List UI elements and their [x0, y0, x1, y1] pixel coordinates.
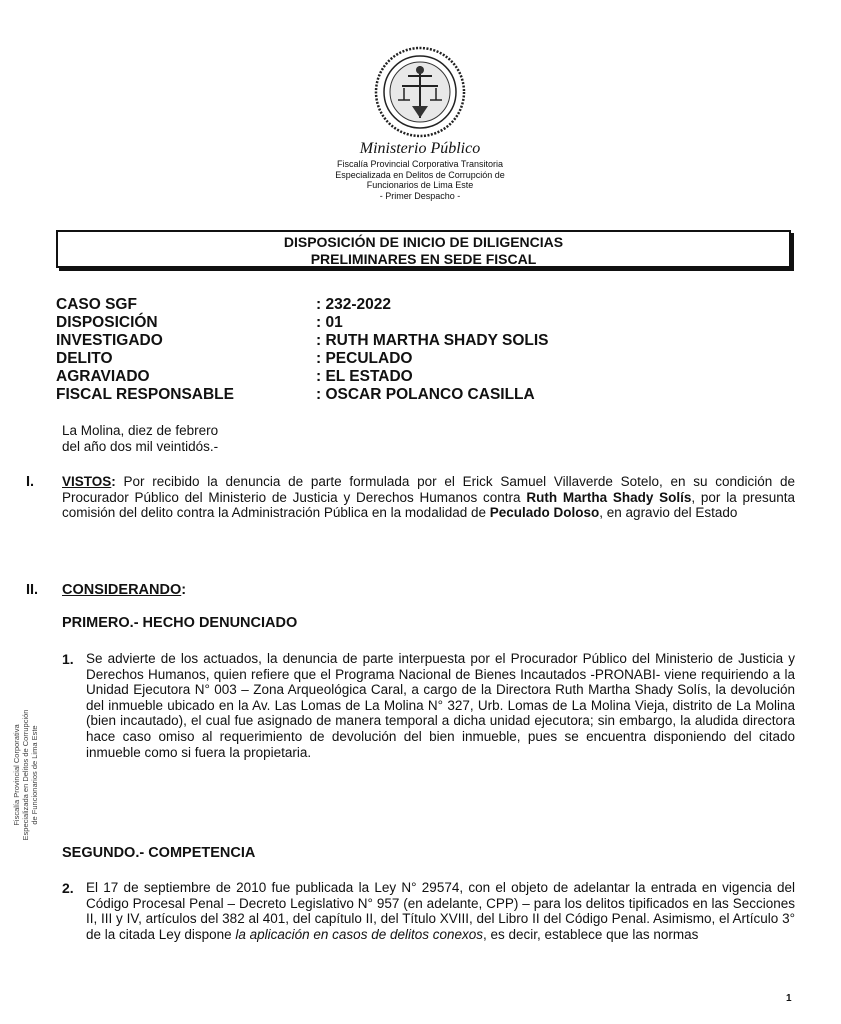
meta-label: FISCAL RESPONSABLE — [56, 386, 234, 403]
meta-value: : RUTH MARTHA SHADY SOLIS — [316, 332, 549, 349]
page-number: 1 — [786, 993, 792, 1004]
vistos-paragraph: VISTOS: Por recibido la denuncia de parte formulada por el Erick Samuel Villaverde Sotelo, en su condición de Procurador Público del Ministerio de Justicia y Derechos Humanos contra Ruth Martha Shady Solís, por la presunta comisión del delito contra la Administración Pública en la modalidad de Peculado Doloso, en agravio del Estado — [62, 474, 796, 521]
title-line: PRELIMINARES EN SEDE FISCAL — [310, 251, 537, 267]
meta-label: INVESTIGADO — [56, 332, 163, 349]
section-heading: VISTOS — [62, 474, 112, 489]
place-date: La Molina, diez de febrero — [62, 423, 219, 438]
meta-value: : PECULADO — [316, 350, 413, 367]
meta-label: DELITO — [56, 350, 113, 367]
meta-value: : OSCAR POLANCO CASILLA — [316, 386, 535, 403]
ministerio-publico-seal — [374, 46, 466, 138]
office-line: Fiscalía Provincial Corporativa Transitoria — [336, 159, 504, 169]
meta-value: : 01 — [316, 314, 343, 331]
segundo-heading: SEGUNDO.- COMPETENCIA — [62, 845, 256, 861]
section-numeral: II. — [26, 582, 39, 598]
primero-heading: PRIMERO.- HECHO DENUNCIADO — [62, 615, 298, 631]
crime-name: Peculado Doloso — [489, 505, 600, 521]
place-date: del año dos mil veintidós.- — [62, 439, 219, 454]
item-number: 1. — [62, 651, 74, 667]
meta-value: : EL ESTADO — [316, 368, 413, 385]
primero-paragraph: Se advierte de los actuados, la denuncia de parte interpuesta por el Procurador Público del Ministerio de Justicia y Derechos Humanos, quien refiere que el Programa Nacional de Bienes Incautados -PRONABI- viene requiriendo a la Unidad Ejecutora N° 003 – Zona Arqueológica Caral, a cargo de la Directora Ruth Martha Shady Solís, la devolución del inmueble ubicado en la Av. Las Lomas de La Molina N° 327, Urb. Lomas de La Molina Vieja, distrito de La Molina (bien incautado), el cual fue asignado de manera temporal a dicha unidad ejecutora; sin embargo, la aludida directora hace caso omiso al requerimiento de devolución del bien inmueble, pues se encuentra disponiendo del citado inmueble como si fuera la propietaria. — [86, 651, 795, 760]
office-line: Funcionarios de Lima Este — [366, 180, 474, 190]
side-stamp: Fiscalía Provincial Corporativa Especializada en Delitos de Corrupción de Funcionarios de Lima Este — [12, 709, 39, 841]
office-line: Especializada en Delitos de Corrupción de — [335, 169, 505, 180]
section-heading: CONSIDERANDO: — [62, 582, 187, 598]
section-numeral: I. — [26, 474, 35, 490]
document-title-box — [56, 230, 791, 268]
item-number: 2. — [62, 880, 74, 896]
segundo-paragraph: El 17 de septiembre de 2010 fue publicada la Ley N° 29574, con el objeto de adelantar la entrada en vigencia del Código Procesal Penal – Decreto Legislativo N° 957 (en adelante, CPP) – para los delitos tipificados en las Secciones II, III y IV, artículos del 382 al 401, del capítulo II, del Título XVIII, del Libro II del Código Penal. Asimismo, el Artículo 3° de la citada Ley dispone la aplicación en casos de delitos conexos, es decir, establece que las normas — [86, 880, 795, 942]
meta-label: DISPOSICIÓN — [56, 314, 158, 331]
office-line: - Primer Despacho - — [379, 190, 461, 201]
meta-label: AGRAVIADO — [56, 368, 150, 385]
title-line: DISPOSICIÓN DE INICIO DE DILIGENCIAS — [283, 234, 564, 250]
meta-value: : 232-2022 — [316, 296, 391, 313]
meta-label: CASO SGF — [56, 296, 137, 313]
accused-name: Ruth Martha Shady Solís — [526, 489, 692, 505]
brand-name: Ministerio Público — [359, 140, 481, 157]
italic-phrase: la aplicación en casos de delitos conexos — [235, 926, 484, 942]
